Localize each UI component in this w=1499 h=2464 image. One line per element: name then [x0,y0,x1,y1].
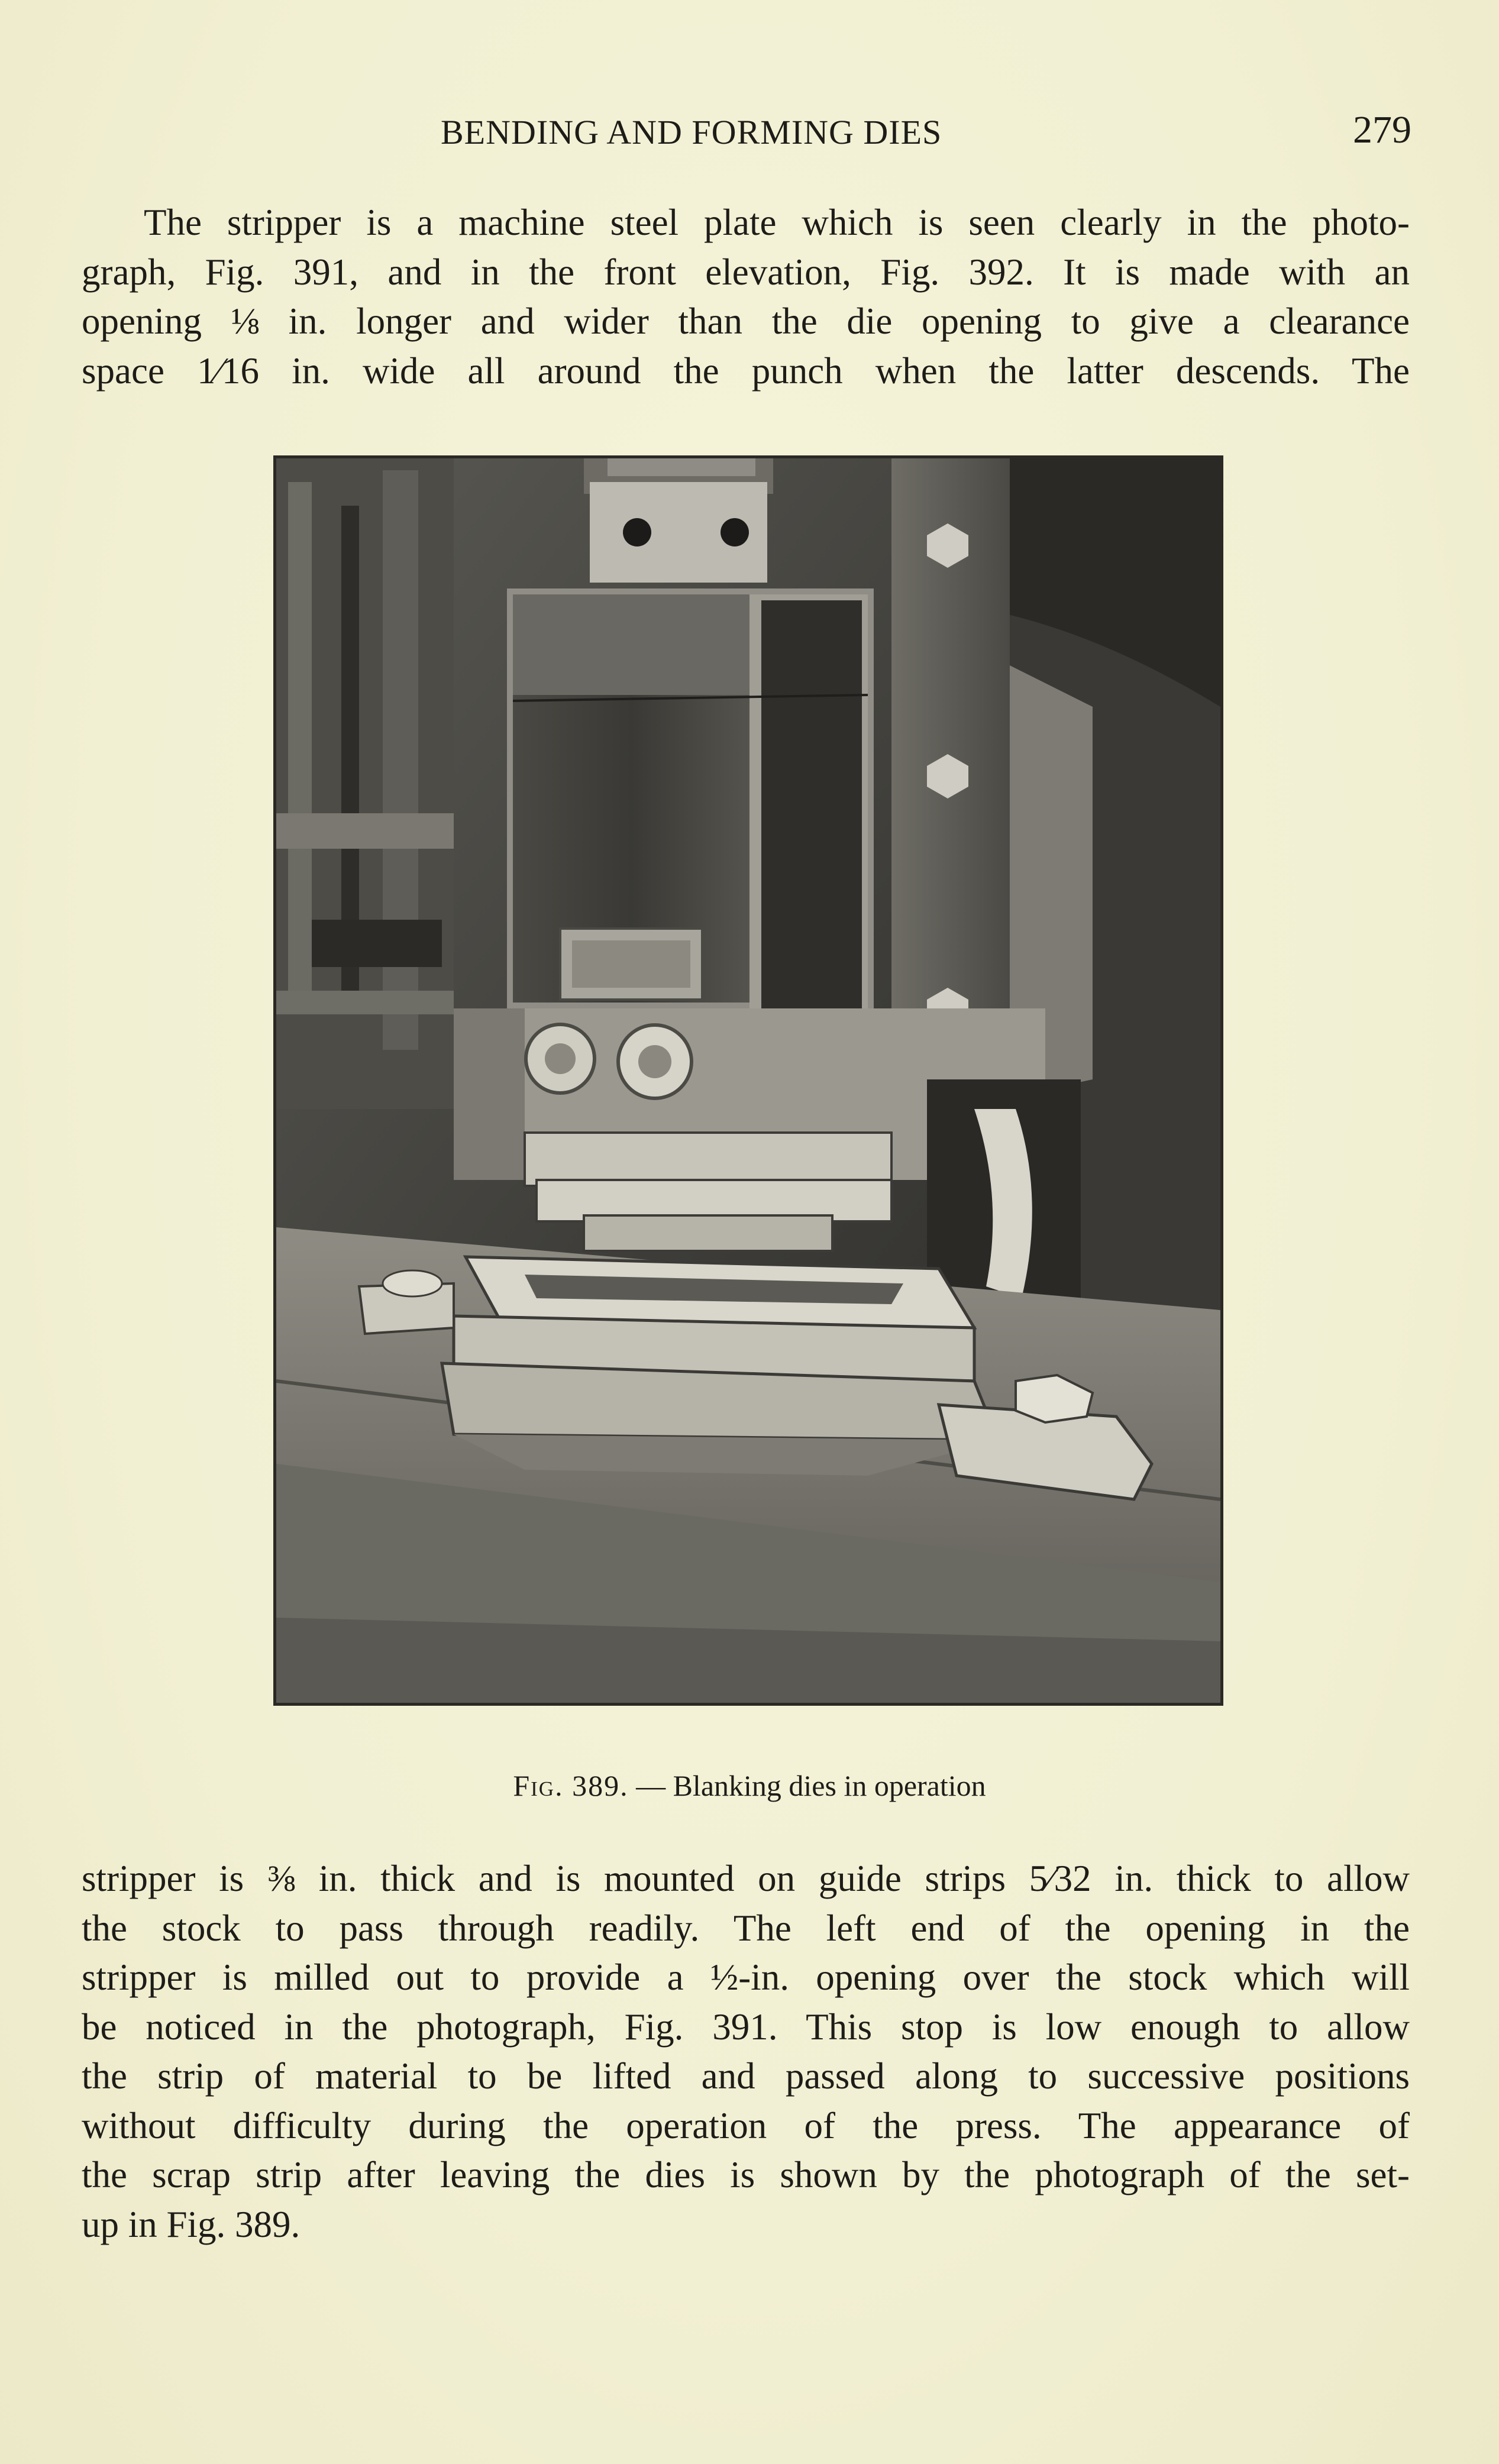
figure-photograph [273,455,1223,1706]
blanking-dies-photo [276,458,1220,1703]
running-head: BENDING AND FORMING DIES [441,113,942,151]
text-line: the strip of material to be lifted and passed along to successive positions [82,2055,1410,2097]
figure-caption-dash: — [628,1769,673,1802]
bottom-paragraph [82,1854,1410,2249]
text-line: The stripper is a machine steel plate which is seen clearly in the photo- [144,202,1410,243]
text-line: stripper is milled out to provide a ½-in. opening over the stock which will [82,1957,1410,1998]
text-line: the stock to pass through readily. The left end of the opening in the [82,1907,1410,1949]
text-line: up in Fig. 389. [82,2203,301,2245]
figure-caption-label: Fig. 389. [513,1769,629,1802]
figure-caption-text: Blanking dies in operation [673,1769,986,1802]
text-line: be noticed in the photograph, Fig. 391. This stop is low enough to allow [82,2006,1410,2048]
text-line: stripper is ⅜ in. thick and is mounted on guide strips 5⁄32 in. thick to allow [82,1858,1410,1899]
text-line: opening ⅛ in. longer and wider than the die opening to give a clearance [82,300,1410,342]
text-line: space 1⁄16 in. wide all around the punch when the latter descends. The [82,350,1410,392]
figure-caption [0,1768,1499,1803]
text-line: without difficulty during the operation of the press. The appearance of [82,2104,1410,2146]
page-number: 279 [1353,108,1411,151]
top-paragraph [82,198,1410,396]
text-line: graph, Fig. 391, and in the front elevation, Fig. 392. It is made with an [82,251,1410,293]
text-line: the scrap strip after leaving the dies is shown by the photograph of the set- [82,2154,1410,2195]
